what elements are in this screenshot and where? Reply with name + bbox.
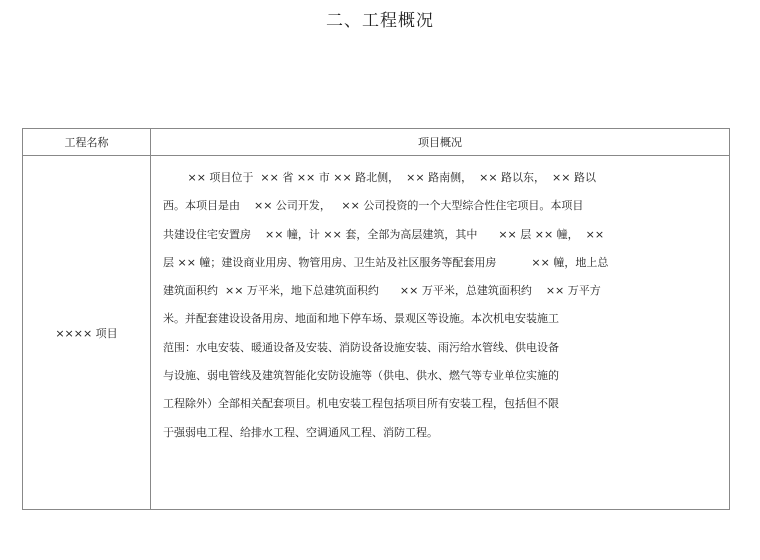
overview-text-line: 与设施、弱电管线及建筑智能化安防设施等（供电、供水、燃气等专业单位实施的 [163, 369, 559, 383]
project-overview-cell [151, 156, 730, 510]
project-overview-table [22, 128, 730, 510]
table-header-row [23, 129, 730, 156]
overview-text-line: 于强弱电工程、给排水工程、空调通风工程、消防工程。 [163, 425, 438, 439]
header-project-name: 工程名称 [23, 129, 151, 156]
header-project-overview: 项目概况 [151, 129, 730, 156]
project-name-cell: ×××× 项目 [23, 156, 151, 510]
overview-text-line: 建筑面积约 ×× 万平米，地下总建筑面积约 ×× 万平米，总建筑面积约 ×× 万平方 [163, 284, 601, 298]
section-title: 二、工程概况 [326, 11, 434, 31]
overview-text-line: 西。本项目是由 ×× 公司开发， ×× 公司投资的一个大型综合性住宅项目。本项目 [163, 199, 584, 213]
overview-text-line: 层 ×× 幢；建设商业用房、物管用房、卫生站及社区服务等配套用房 ×× 幢，地上总 [163, 255, 609, 269]
overview-text-line: 工程除外）全部相关配套项目。机电安装工程包括项目所有安装工程，包括但不限 [163, 397, 559, 411]
table-row [23, 156, 730, 510]
overview-text-line: ×× 项目位于 ×× 省 ×× 市 ×× 路北侧， ×× 路南侧， ×× 路以东， ×× 路以 [163, 171, 596, 184]
overview-text-line: 米。并配套建设设备用房、地面和地下停车场、景观区等设施。本次机电安装施工 [163, 312, 559, 326]
overview-text-line: 共建设住宅安置房 ×× 幢，计 ×× 套，全部为高层建筑，其中 ×× 层 ×× 幢， ×× [163, 227, 605, 241]
overview-text-line: 范围：水电安装、暖通设备及安装、消防设备设施安装、雨污给水管线、供电设备 [163, 340, 559, 354]
